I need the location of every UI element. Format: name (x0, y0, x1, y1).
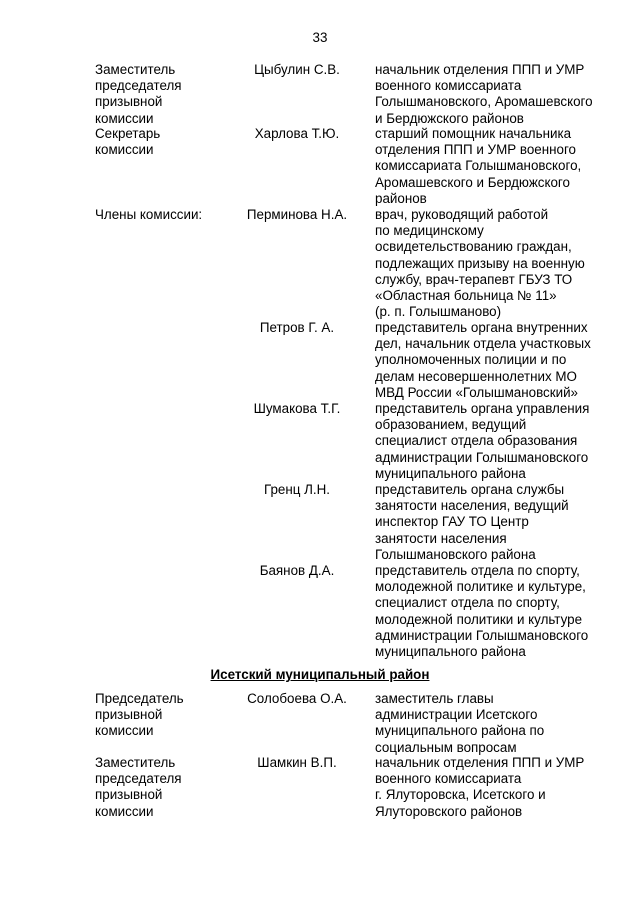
member-position: представитель отдела по спорту, молодежной политике и культуре, специалист отдела по спорту, молодежной политики и культуре администрации Голышмановского муниципального района (375, 563, 589, 660)
member-name: Солобоева О.А. (247, 691, 347, 706)
member-name: Харлова Т.Ю. (254, 126, 340, 141)
member-role: Члены комиссии: (95, 207, 203, 222)
member-name: Гренц Л.Н. (263, 482, 331, 497)
member-position: начальник отделения ППП и УМР военного комиссариата г. Ялуторовска, Исетского и Ялуторовского районов (375, 755, 585, 819)
member-name: Цыбулин С.В. (254, 62, 340, 77)
member-role: Секретарь комиссии (95, 126, 161, 158)
section-title: Исетский муниципальный район (210, 667, 430, 682)
page-number: 33 (312, 30, 328, 45)
member-name: Шумакова Т.Г. (253, 401, 341, 416)
member-position: старший помощник начальника отделения ППП и УМР военного комиссариата Голышмановского, Аромашевского и Бердюжского районов (375, 126, 582, 206)
member-position: врач, руководящий работой по медицинскому освидетельствованию граждан, подлежащих призыву на военную службу, врач-терапевт ГБУЗ ТО «Областная больница № 11» (р. п. Голышманово) (375, 207, 585, 320)
member-position: представитель органа службы занятости населения, ведущий инспектор ГАУ ТО Центр занятости населения Голышмановского района (375, 482, 569, 562)
member-position: заместитель главы администрации Исетского муниципального района по социальным вопросам (375, 691, 545, 755)
member-name: Шамкин В.П. (257, 755, 337, 770)
member-name: Петров Г. А. (259, 320, 335, 335)
member-name: Баянов Д.А. (259, 563, 335, 578)
member-position: представитель органа внутренних дел, начальник отдела участковых уполномоченных полиции и по делам несовершеннолетних МО МВД России «Голышмановский» (375, 320, 591, 400)
member-role: Заместитель председателя призывной комиссии (95, 62, 182, 126)
member-role: Заместитель председателя призывной комиссии (95, 755, 182, 819)
member-name: Перминова Н.А. (246, 207, 348, 222)
member-role: Председатель призывной комиссии (95, 691, 184, 739)
member-position: начальник отделения ППП и УМР военного комиссариата Голышмановского, Аромашевского и Бердюжского районов (375, 62, 593, 126)
member-position: представитель органа управления образованием, ведущий специалист отдела образования администрации Голышмановского муниципального района (375, 401, 590, 481)
